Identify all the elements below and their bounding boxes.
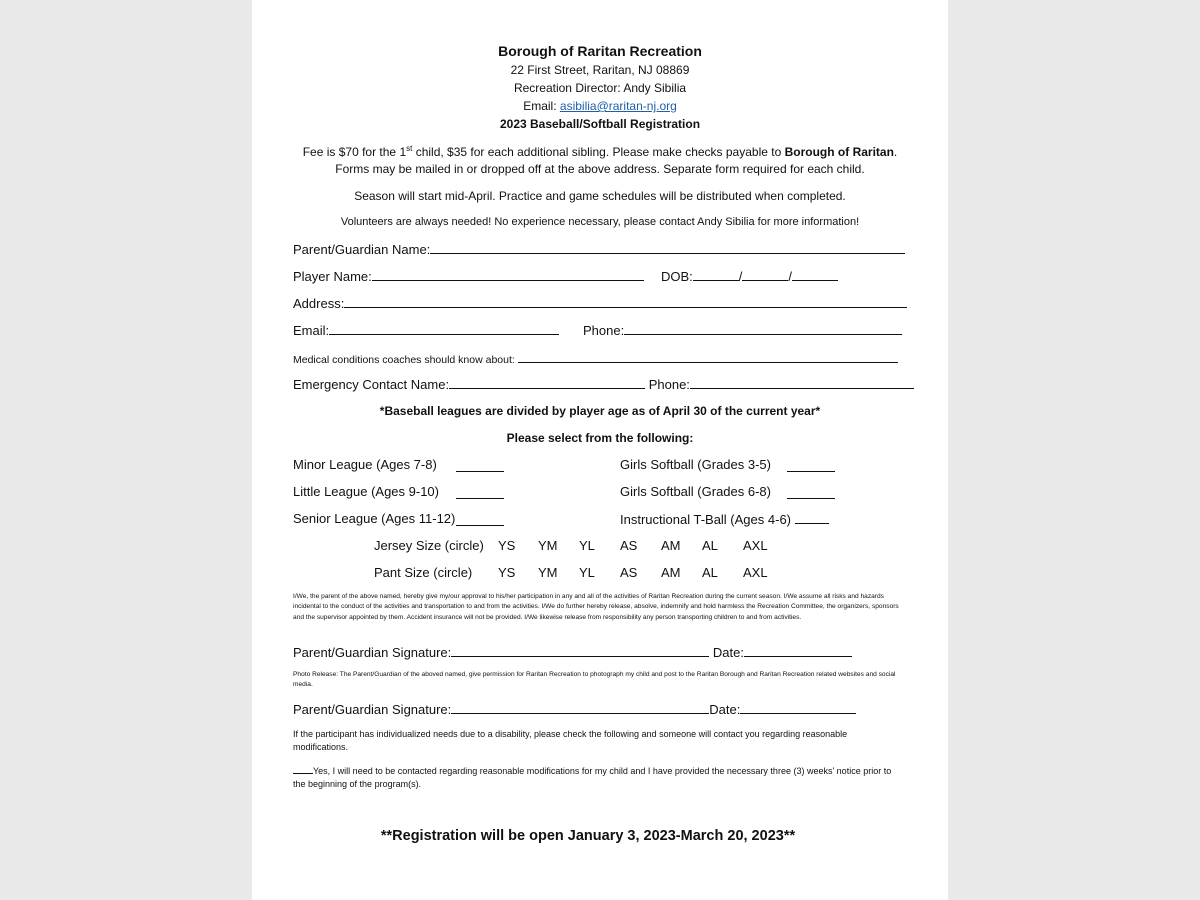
league-blank[interactable]: [787, 486, 835, 499]
signature-field[interactable]: [451, 644, 709, 657]
phone-label: Phone:: [583, 323, 625, 338]
email-link[interactable]: asibilia@raritan-nj.org: [559, 99, 677, 113]
league-label: Instructional T-Ball (Ages 4-6): [620, 512, 791, 527]
volunteers-line: Volunteers are always needed! No experience necessary, please contact Andy Sibilia for more information!: [340, 216, 860, 228]
dob-row: [661, 268, 838, 284]
size-option-axl[interactable]: AXL: [743, 565, 768, 580]
address-field[interactable]: [344, 295, 907, 308]
org-address: 22 First Street, Raritan, NJ 08869: [510, 63, 690, 77]
waiver-text: I/We, the parent of the above named, hereby give my/our approval to his/her participation in any and all of the activities of Raritan Recreation during the current season. I/We assume all risks and hazards incidental to the conduct of the activities and transportation to and from the activities. I/We do further hereby release, absolve, indemnify and hold harmless the Recreation Committee, the organizers, sponsors and the supervisor appointed by them. Accident insurance will not be provided. I/We likewise release from responsibility any person transporting children to and from activities.: [293, 593, 899, 621]
dob-label: DOB:: [661, 269, 693, 284]
dob-year-field[interactable]: [792, 268, 838, 281]
fee-line: [252, 144, 948, 159]
fee-text-c: .: [893, 145, 898, 159]
league-label: Senior League (Ages 11-12): [293, 511, 456, 526]
size-option-am[interactable]: AM: [661, 565, 681, 580]
email-line: [252, 99, 948, 113]
guardian-name-row: [293, 241, 905, 257]
address-label: Address:: [293, 296, 345, 311]
league-note: *Baseball leagues are divided by player age as of April 30 of the current year*: [379, 404, 821, 418]
league-blank[interactable]: [456, 459, 504, 472]
size-option-ym[interactable]: YM: [538, 538, 558, 553]
disability-yes-text: Yes, I will need to be contacted regarding reasonable modifications for my child and I have provided the necessary three (3) weeks' notice prior to the beginning of the program(s).: [293, 766, 892, 789]
league-option: [620, 457, 771, 472]
email-row: [293, 322, 559, 338]
disability-yes-row: [293, 764, 905, 791]
size-option-axl[interactable]: AXL: [743, 538, 768, 553]
league-label: Girls Softball (Grades 6-8): [620, 484, 771, 499]
jersey-size-label: Jersey Size (circle): [374, 538, 484, 553]
size-option-ys[interactable]: YS: [498, 538, 516, 553]
player-name-label: Player Name:: [293, 269, 372, 284]
email-field[interactable]: [329, 322, 559, 335]
emergency-name-label: Emergency Contact Name:: [293, 377, 450, 392]
form-title: 2023 Baseball/Softball Registration: [499, 117, 701, 131]
league-blank[interactable]: [456, 513, 504, 526]
emergency-phone-field[interactable]: [690, 376, 914, 389]
forms-line: Forms may be mailed in or dropped off at the above address. Separate form required for each child.: [335, 162, 865, 176]
league-label: Little League (Ages 9-10): [293, 484, 439, 499]
size-option-ym[interactable]: YM: [538, 565, 558, 580]
league-option: [620, 511, 829, 527]
guardian-name-label: Parent/Guardian Name:: [293, 242, 431, 257]
size-option-am[interactable]: AM: [661, 538, 681, 553]
payee: Borough of Raritan: [784, 145, 894, 159]
emergency-name-field[interactable]: [449, 376, 645, 389]
dob-month-field[interactable]: [693, 268, 739, 281]
date-field[interactable]: [744, 644, 852, 657]
league-label: Girls Softball (Grades 3-5): [620, 457, 771, 472]
signature-field[interactable]: [451, 701, 709, 714]
league-select-heading: Please select from the following:: [506, 431, 694, 445]
size-option-ys[interactable]: YS: [498, 565, 516, 580]
medical-row: [293, 350, 898, 366]
email-label: Email:: [523, 99, 557, 113]
size-option-yl[interactable]: YL: [579, 565, 595, 580]
size-option-yl[interactable]: YL: [579, 538, 595, 553]
league-label: Minor League (Ages 7-8): [293, 457, 437, 472]
guardian-name-field[interactable]: [430, 241, 905, 254]
org-title: Borough of Raritan Recreation: [498, 43, 702, 59]
disability-text: If the participant has individualized needs due to a disability, please check the following and someone will contact you regarding reasonable modifications.: [293, 729, 848, 752]
fee-sup: st: [406, 144, 413, 153]
fee-text-a: Fee is $70 for the 1: [302, 145, 407, 159]
emergency-row: [293, 376, 914, 392]
medical-field[interactable]: [518, 350, 898, 363]
player-row: [293, 268, 644, 284]
size-option-as[interactable]: AS: [620, 565, 638, 580]
email-field-label: Email:: [293, 323, 330, 338]
emergency-phone-label: Phone:: [648, 377, 690, 392]
dob-sep: /: [788, 269, 793, 284]
size-option-as[interactable]: AS: [620, 538, 638, 553]
phone-field[interactable]: [624, 322, 902, 335]
dob-day-field[interactable]: [742, 268, 788, 281]
size-option-al[interactable]: AL: [702, 565, 718, 580]
fee-text-b: child, $35 for each additional sibling. Please make checks payable to: [412, 145, 785, 159]
signature-label: Parent/Guardian Signature:: [293, 645, 452, 660]
league-blank[interactable]: [456, 486, 504, 499]
player-name-field[interactable]: [372, 268, 644, 281]
date-label: Date:: [709, 702, 741, 717]
league-blank[interactable]: [787, 459, 835, 472]
pant-size-label: Pant Size (circle): [374, 565, 473, 580]
signature-label: Parent/Guardian Signature:: [293, 702, 452, 717]
disability-check-blank[interactable]: [293, 764, 313, 774]
registration-dates: **Registration will be open January 3, 2023-March 20, 2023**: [380, 828, 796, 844]
league-blank[interactable]: [795, 511, 829, 524]
address-row: [293, 295, 907, 311]
league-option: [293, 511, 455, 526]
signature-row-2: [293, 701, 856, 717]
league-option: [620, 484, 771, 499]
phone-row: [583, 322, 902, 338]
signature-row-1: [293, 644, 852, 660]
date-field[interactable]: [740, 701, 856, 714]
season-line: Season will start mid-April. Practice and game schedules will be distributed when completed.: [354, 189, 846, 203]
photo-release-text: Photo Release: The Parent/Guardian of the aboved named, give permission for Raritan Recreation to photograph my child and post to the Raritan Borough and Raritan Recreation related websites and social media.: [293, 671, 896, 689]
league-option: [293, 484, 439, 499]
registration-form-page: [252, 0, 948, 900]
medical-label: Medical conditions coaches should know about:: [293, 354, 515, 366]
director-line: Recreation Director: Andy Sibilia: [513, 81, 687, 95]
date-label: Date:: [712, 645, 744, 660]
size-option-al[interactable]: AL: [702, 538, 718, 553]
league-option: [293, 457, 437, 472]
dob-sep: /: [738, 269, 743, 284]
